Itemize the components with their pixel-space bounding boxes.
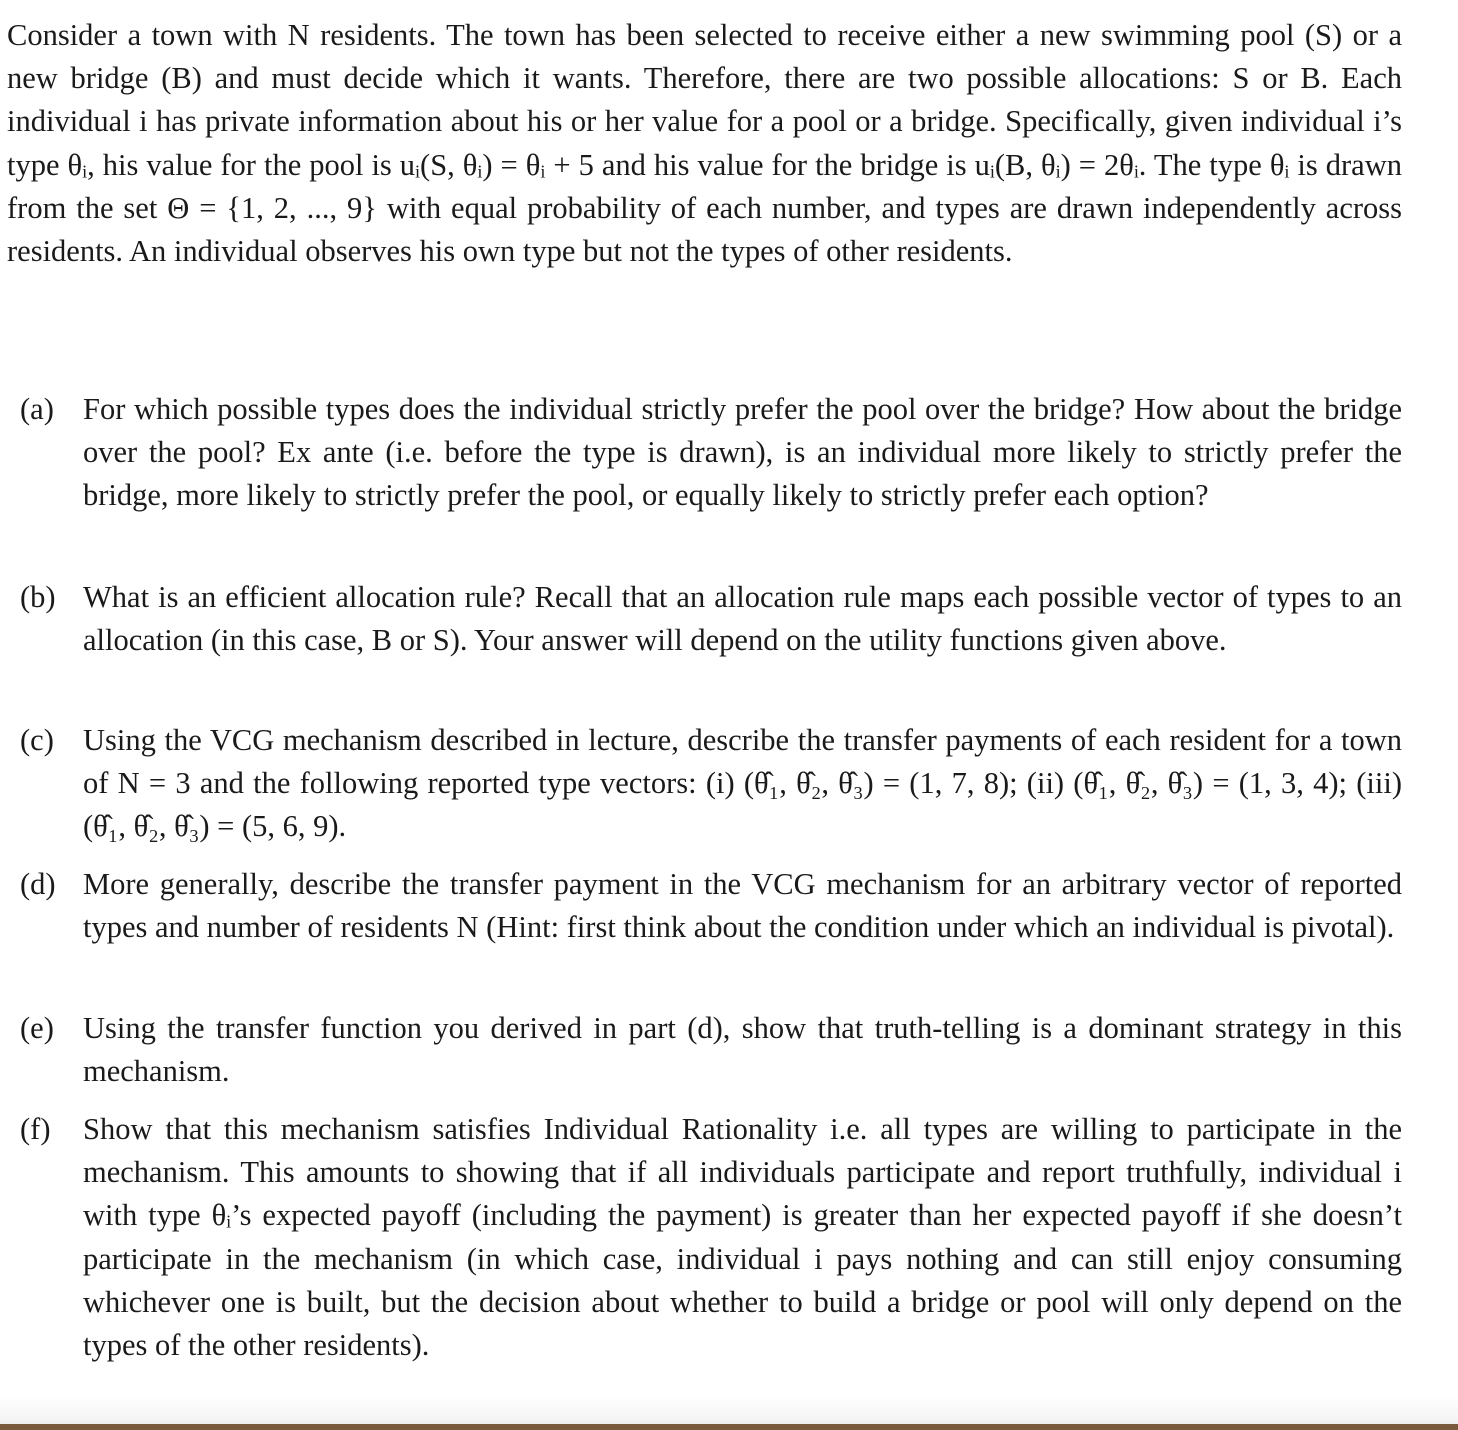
part-text: Show that this mechanism satisfies Individual Rationality i.e. all types are willing to participate in the mechanism. This amounts to showing that if all individuals participate and report truthfully, individual i with type θᵢ’s expected payoff (including the payment) is greater than her expected payoff if she doesn’t participate in the mechanism (in which case, individual i pays nothing and can still enjoy consuming whichever one is built, but the decision about whether to build a bridge or pool will only depend on the types of the other residents). bbox=[83, 1112, 1402, 1363]
window-bottom-edge bbox=[0, 1424, 1458, 1430]
question-part-b bbox=[7, 576, 1402, 662]
question-part-d bbox=[7, 863, 1402, 949]
problem-intro: Consider a town with N residents. The town has been selected to receive either a new swimming pool (S) or a new bridge (B) and must decide which it wants. Therefore, there are two possible allocations: S or B. Each individual i has private information about his or her value for a pool or a bridge. Specifically, given individual i’s type θᵢ, his value for the pool is uᵢ(S, θᵢ) = θᵢ + 5 and his value for the bridge is uᵢ(B, θᵢ) = 2θᵢ. The type θᵢ is drawn from the set Θ = {1, 2, ..., 9} with equal probability of each number, and types are drawn independently across residents. An individual observes his own type but not the types of other residents. bbox=[7, 18, 1402, 269]
part-text: More generally, describe the transfer payment in the VCG mechanism for an arbitrary vector of reported types and number of residents N (Hint: first think about the condition under which an individual is pivotal). bbox=[83, 867, 1402, 945]
question-part-a bbox=[7, 388, 1402, 518]
question-part-e bbox=[7, 1007, 1402, 1093]
part-label: (e) bbox=[20, 1011, 54, 1045]
part-text: Using the VCG mechanism described in lecture, describe the transfer payments of each resident for a town of N = 3 and the following reported type vectors: (i) (θ̂₁, θ̂₂, θ̂₃) = (1, 7, 8); (ii) (θ̂₁, θ̂₂, θ̂₃) = (1, 3, 4); (iii) (θ̂₁, θ̂₂, θ̂₃) = (5, 6, 9). bbox=[83, 723, 1402, 844]
part-label: (c) bbox=[20, 723, 54, 757]
part-text: Using the transfer function you derived in part (d), show that truth-telling is a dominant strategy in this mechanism. bbox=[83, 1011, 1402, 1089]
question-part-c bbox=[7, 719, 1402, 849]
part-text: What is an efficient allocation rule? Recall that an allocation rule maps each possible vector of types to an allocation (in this case, B or S). Your answer will depend on the utility functions given above. bbox=[83, 580, 1402, 658]
part-text: For which possible types does the individual strictly prefer the pool over the bridge? How about the bridge over the pool? Ex ante (i.e. before the type is drawn), is an individual more likely to strictly prefer the bridge, more likely to strictly prefer the pool, or equally likely to strictly prefer each option? bbox=[83, 392, 1402, 513]
part-label: (d) bbox=[20, 867, 56, 901]
part-label: (f) bbox=[20, 1112, 51, 1146]
part-label: (a) bbox=[20, 392, 54, 426]
question-part-f bbox=[7, 1108, 1402, 1367]
part-label: (b) bbox=[20, 580, 56, 614]
problem-document bbox=[7, 14, 1402, 1363]
